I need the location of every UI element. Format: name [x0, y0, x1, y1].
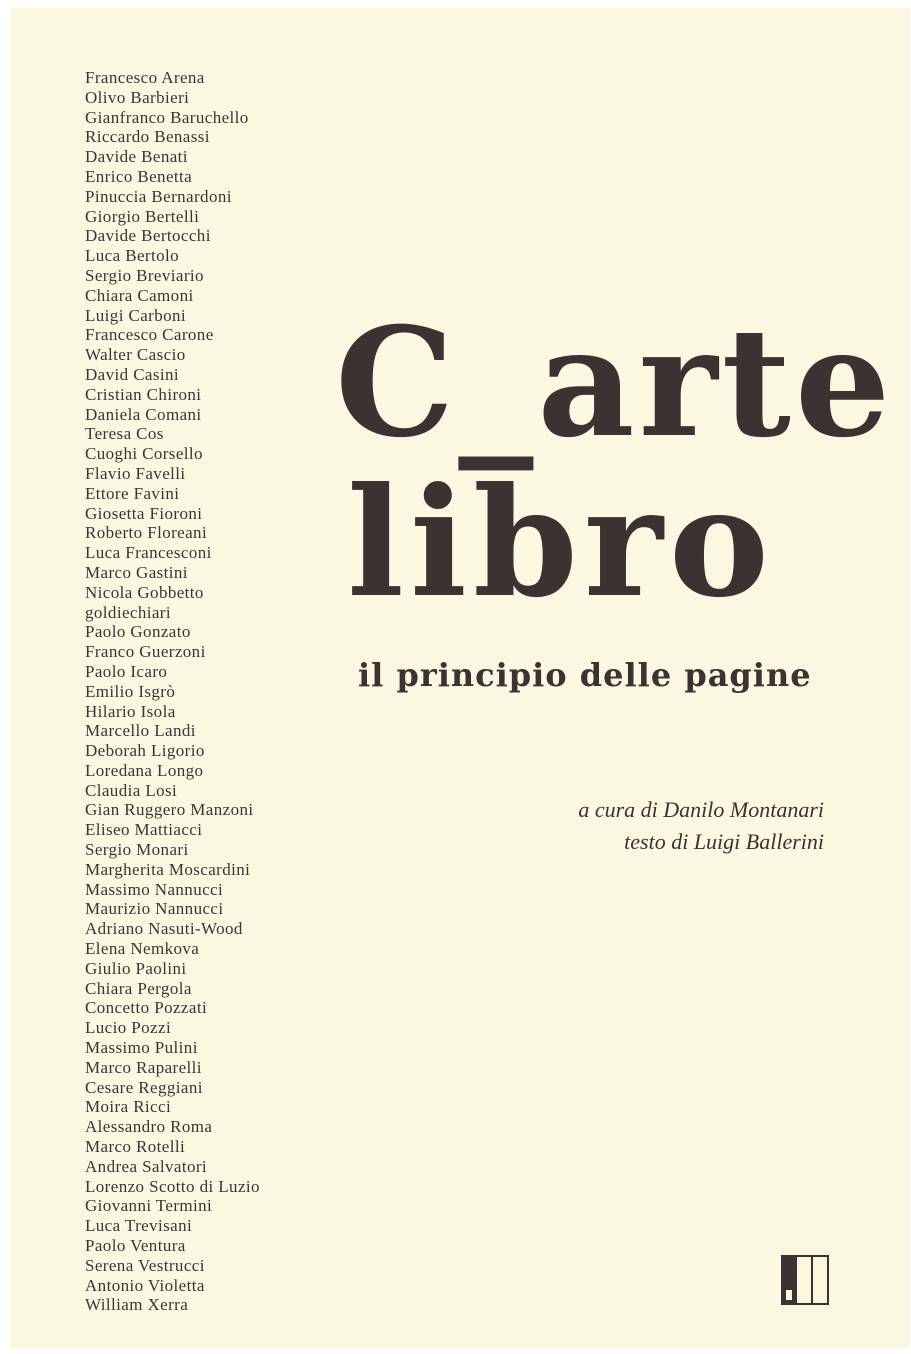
artist-name: Serena Vestrucci [85, 1255, 205, 1275]
artist-name: Moira Ricci [85, 1097, 172, 1117]
artist-name: Hilario Isola [85, 701, 176, 721]
artist-name: Giulio Paolini [85, 958, 187, 978]
artist-name: Adriano Nasuti-Wood [85, 919, 243, 939]
artist-name: Alessandro Roma [85, 1117, 213, 1137]
artist-name: Olivo Barbieri [85, 87, 190, 107]
artist-name: Paolo Icaro [85, 661, 168, 681]
artist-name: Margherita Moscardini [85, 859, 251, 879]
artist-name: Walter Cascio [85, 345, 186, 365]
artist-name: Luigi Carboni [85, 305, 187, 325]
artist-name: Massimo Nannucci [85, 879, 224, 899]
artist-name: Daniela Comani [85, 404, 202, 424]
logo-bar [797, 1255, 813, 1305]
artist-name: Paolo Ventura [85, 1236, 186, 1256]
artist-name: Giovanni Termini [85, 1196, 213, 1216]
artist-name: Cesare Reggiani [85, 1077, 203, 1097]
artist-name: Lucio Pozzi [85, 1018, 172, 1038]
publisher-logo-icon [781, 1255, 829, 1305]
artist-list [85, 68, 260, 1315]
artist-name: Cristian Chironi [85, 384, 202, 404]
artist-name: Elena Nemkova [85, 939, 200, 959]
artist-name: Chiara Camoni [85, 285, 194, 305]
artist-name: Riccardo Benassi [85, 127, 210, 147]
artist-name: Luca Francesconi [85, 543, 212, 563]
artist-name: William Xerra [85, 1295, 189, 1315]
book-cover [10, 8, 910, 1348]
artist-name: Roberto Floreani [85, 523, 208, 543]
artist-name: Marco Rotelli [85, 1137, 186, 1157]
editor-credit: a cura di Danilo Montanari [578, 797, 824, 822]
book-subtitle: il principio delle pagine [358, 656, 812, 694]
artist-name: Giorgio Bertelli [85, 206, 200, 226]
artist-name: Francesco Carone [85, 325, 214, 345]
artist-name: David Casini [85, 364, 180, 384]
artist-name: Chiara Pergola [85, 978, 192, 998]
artist-name: Sergio Monari [85, 840, 189, 860]
artist-name: Pinuccia Bernardoni [85, 186, 232, 206]
artist-name: Massimo Pulini [85, 1038, 198, 1058]
logo-bar [813, 1255, 829, 1305]
text-credit: testo di Luigi Ballerini [624, 829, 824, 854]
logo-bar [781, 1255, 797, 1305]
artist-name: Marcello Landi [85, 721, 196, 741]
artist-name: Gianfranco Baruchello [85, 107, 249, 127]
artist-name: Flavio Favelli [85, 463, 186, 483]
artist-name: Lorenzo Scotto di Luzio [85, 1176, 260, 1196]
artist-name: Franco Guerzoni [85, 642, 206, 662]
artist-name: Sergio Breviario [85, 265, 204, 285]
artist-name: Emilio Isgrò [85, 681, 176, 701]
artist-name: Davide Benati [85, 147, 188, 167]
artist-name: Eliseo Mattiacci [85, 820, 203, 840]
title-line-2: libro [347, 455, 775, 631]
artist-name: Antonio Violetta [85, 1275, 205, 1295]
artist-name: Marco Gastini [85, 562, 188, 582]
artist-name: goldiechiari [85, 602, 171, 622]
artist-name: Concetto Pozzati [85, 998, 208, 1018]
artist-name: Giosetta Fioroni [85, 503, 203, 523]
artist-name: Deborah Ligorio [85, 741, 205, 761]
artist-name: Claudia Losi [85, 780, 178, 800]
artist-name: Gian Ruggero Manzoni [85, 800, 254, 820]
artist-name: Cuoghi Corsello [85, 444, 203, 464]
artist-name: Luca Trevisani [85, 1216, 193, 1236]
artist-name: Enrico Benetta [85, 166, 193, 186]
artist-name: Maurizio Nannucci [85, 899, 224, 919]
artist-name: Luca Bertolo [85, 246, 180, 266]
title-line-1: C_arte [335, 295, 895, 471]
artist-name: Paolo Gonzato [85, 622, 191, 642]
artist-name: Teresa Cos [85, 424, 164, 444]
credits [578, 794, 824, 858]
artist-name: Francesco Arena [85, 68, 205, 87]
artist-name: Loredana Longo [85, 760, 204, 780]
artist-name: Nicola Gobbetto [85, 582, 204, 602]
artist-name: Andrea Salvatori [85, 1156, 208, 1176]
artist-name: Davide Bertocchi [85, 226, 211, 246]
artist-name: Ettore Favini [85, 483, 180, 503]
artist-name: Marco Raparelli [85, 1057, 202, 1077]
